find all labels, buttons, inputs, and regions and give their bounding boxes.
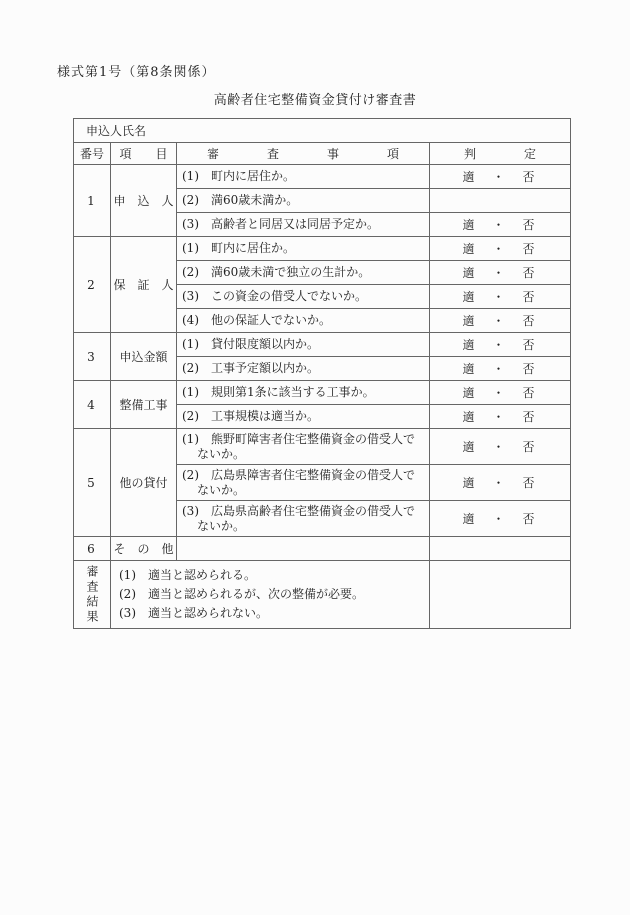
review-item: (1) 町内に居住か。 bbox=[177, 237, 430, 261]
judgment-cell: 適 ・ 否 bbox=[430, 465, 571, 501]
result-judgment-cell bbox=[430, 561, 571, 629]
review-item: (1) 町内に居住か。 bbox=[177, 165, 430, 189]
review-item bbox=[177, 537, 430, 561]
review-item: (2) 工事予定額以内か。 bbox=[177, 357, 430, 381]
applicant-name-row bbox=[74, 119, 571, 143]
judgment-cell: 適 ・ 否 bbox=[430, 285, 571, 309]
result-option: (3) 適当と認められない。 bbox=[119, 606, 268, 620]
review-table bbox=[73, 118, 571, 629]
header-review: 審 査 事 項 bbox=[177, 143, 430, 165]
review-item: (4) 他の保証人でないか。 bbox=[177, 309, 430, 333]
group-1-label: 申 込 人 bbox=[111, 165, 177, 237]
judgment-cell: 適 ・ 否 bbox=[430, 309, 571, 333]
group-3-label: 申込金額 bbox=[111, 333, 177, 381]
review-item: (2) 広島県障害者住宅整備資金の借受人でないか。 bbox=[177, 465, 430, 501]
judgment-cell: 適 ・ 否 bbox=[430, 333, 571, 357]
review-item: (3) 高齢者と同居又は同居予定か。 bbox=[177, 213, 430, 237]
table-row bbox=[74, 165, 571, 189]
judgment-cell: 適 ・ 否 bbox=[430, 213, 571, 237]
header-judgment: 判 定 bbox=[430, 143, 571, 165]
group-2-number: 2 bbox=[74, 237, 111, 333]
group-1-number: 1 bbox=[74, 165, 111, 237]
judgment-cell bbox=[430, 537, 571, 561]
review-item: (2) 満60歳未満か。 bbox=[177, 189, 430, 213]
group-5-number: 5 bbox=[74, 429, 111, 537]
group-6-number: 6 bbox=[74, 537, 111, 561]
review-item: (2) 工事規模は適当か。 bbox=[177, 405, 430, 429]
result-options-cell bbox=[111, 561, 430, 629]
review-item: (1) 熊野町障害者住宅整備資金の借受人でないか。 bbox=[177, 429, 430, 465]
group-4-number: 4 bbox=[74, 381, 111, 429]
table-row bbox=[74, 537, 571, 561]
result-row bbox=[74, 561, 571, 629]
judgment-cell: 適 ・ 否 bbox=[430, 501, 571, 537]
table-row bbox=[74, 381, 571, 405]
group-6-label: そ の 他 bbox=[111, 537, 177, 561]
result-option: (2) 適当と認められるが、次の整備が必要。 bbox=[119, 587, 364, 601]
group-2-label: 保 証 人 bbox=[111, 237, 177, 333]
review-item: (1) 貸付限度額以内か。 bbox=[177, 333, 430, 357]
review-item: (1) 規則第1条に該当する工事か。 bbox=[177, 381, 430, 405]
judgment-cell: 適 ・ 否 bbox=[430, 405, 571, 429]
page-title: 高齢者住宅整備資金貸付け審査書 bbox=[213, 93, 417, 108]
header-number: 番号 bbox=[74, 143, 111, 165]
header-row bbox=[74, 143, 571, 165]
header-item: 項 目 bbox=[111, 143, 177, 165]
group-5-label: 他の貸付 bbox=[111, 429, 177, 537]
judgment-cell: 適 ・ 否 bbox=[430, 237, 571, 261]
result-label-cell bbox=[74, 561, 111, 629]
group-4-label: 整備工事 bbox=[111, 381, 177, 429]
judgment-cell: 適 ・ 否 bbox=[430, 357, 571, 381]
judgment-cell: 適 ・ 否 bbox=[430, 261, 571, 285]
review-item: (3) 広島県高齢者住宅整備資金の借受人でないか。 bbox=[177, 501, 430, 537]
group-3-number: 3 bbox=[74, 333, 111, 381]
judgment-cell: 適 ・ 否 bbox=[430, 165, 571, 189]
review-item: (3) この資金の借受人でないか。 bbox=[177, 285, 430, 309]
applicant-name-label: 申込人氏名 bbox=[74, 119, 571, 143]
result-option: (1) 適当と認められる。 bbox=[119, 568, 256, 582]
judgment-cell bbox=[430, 189, 571, 213]
table-row bbox=[74, 429, 571, 465]
review-item: (2) 満60歳未満で独立の生計か。 bbox=[177, 261, 430, 285]
table-row bbox=[74, 237, 571, 261]
table-row bbox=[74, 333, 571, 357]
form-number: 様式第1号（第8条関係） bbox=[57, 65, 216, 80]
result-label: 審査結果 bbox=[85, 564, 99, 625]
judgment-cell: 適 ・ 否 bbox=[430, 429, 571, 465]
judgment-cell: 適 ・ 否 bbox=[430, 381, 571, 405]
